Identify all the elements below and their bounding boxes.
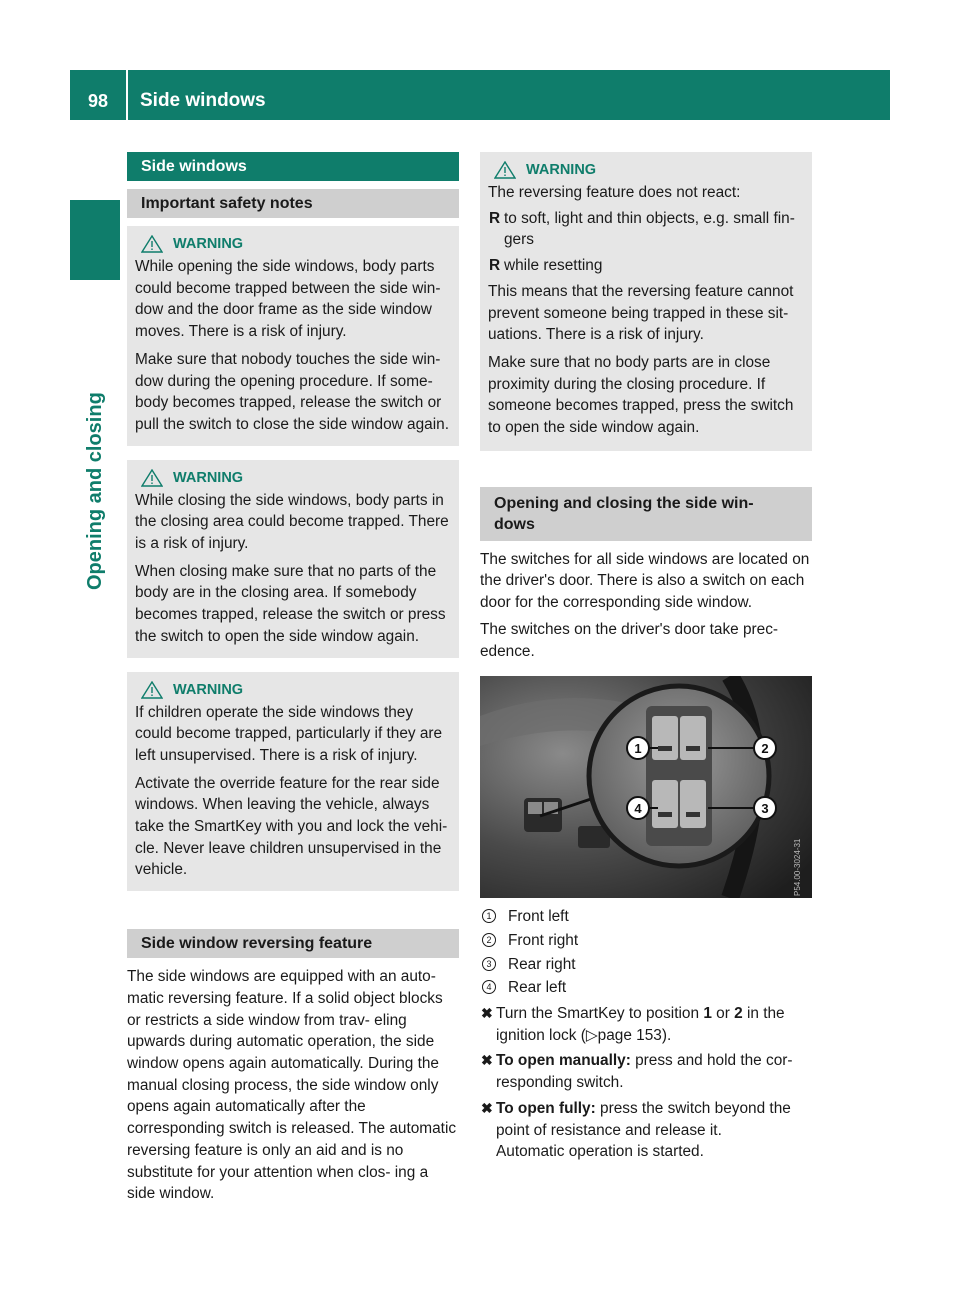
callout-3 xyxy=(754,797,776,819)
warning-label: WARNING xyxy=(526,162,597,178)
reversing-text: The side windows are equipped with an auto- matic reversing feature. If a solid object blocks or restricts a side window from trav- eling upwards during automatic operation, the side window opens again automatically. During the manual closing process, the side window only opens again automatically after the corresponding switch is released. The automatic reversing feature is only an aid and is no substitute for your attention when clos- ing a side window. xyxy=(127,968,457,1203)
svg-text:3: 3 xyxy=(761,801,769,817)
warning-box xyxy=(127,672,459,892)
warning-bullet xyxy=(488,208,804,251)
left-column xyxy=(127,152,459,1205)
key-position: 2 xyxy=(734,1005,743,1023)
warning-intro: The reversing feature does not react: xyxy=(488,184,741,201)
warning-text: Activate the override feature for the rear side windows. When leaving the vehicle, always take the SmartKey with you and lock the vehi- cle. Never leave children unsupervised in the vehicle. xyxy=(135,774,448,879)
right-column xyxy=(480,152,812,1163)
warning-triangle-icon xyxy=(141,681,163,699)
warning-triangle-icon xyxy=(141,235,163,253)
step-text: press the switch beyond the point of resistance and release it. xyxy=(496,1099,791,1139)
callout-1 xyxy=(627,737,649,759)
subsection-heading-safety: Important safety notes xyxy=(127,189,459,218)
key-position: 1 xyxy=(703,1005,712,1023)
legend-text: Rear left xyxy=(508,979,567,997)
page-header xyxy=(70,70,890,120)
step-text: press and hold the cor- responding switch. xyxy=(496,1052,793,1092)
warning-triangle-icon xyxy=(141,469,163,487)
door-switches-illustration xyxy=(480,676,812,898)
step-text: in the ignition lock ( xyxy=(496,1005,785,1044)
warning-text: If children operate the side windows they could become trapped, particularly if they are left unsupervised. There is a risk of injury. xyxy=(135,703,443,764)
warning-label: WARNING xyxy=(173,469,244,486)
subsection-heading-reversing: Side window reversing feature xyxy=(127,929,459,958)
legend-number: 4 xyxy=(482,980,496,994)
warning-header xyxy=(135,468,451,488)
callout-2 xyxy=(754,737,776,759)
section-heading: Side windows xyxy=(127,152,459,181)
chapter-tab-label: Opening and closing xyxy=(84,392,106,590)
legend-text: Rear right xyxy=(508,955,576,973)
warning-box xyxy=(127,226,459,446)
warning-text: While closing the side windows, body parts in the closing area could become trapped. There is a risk of injury. xyxy=(135,491,449,553)
warning-box xyxy=(127,460,459,658)
svg-text:1: 1 xyxy=(634,741,642,757)
page-ref-arrow-icon: ▷ xyxy=(585,1026,598,1044)
warning-triangle-icon xyxy=(494,161,516,179)
body-paragraph: The switches on the driver's door take prec- edence. xyxy=(480,620,779,660)
legend-item xyxy=(480,930,812,952)
legend-number: 2 xyxy=(482,933,496,947)
door-switches-photo xyxy=(480,676,812,898)
instruction-step xyxy=(480,1098,812,1163)
legend-number: 3 xyxy=(482,957,496,971)
step-text: or xyxy=(711,1005,735,1023)
callout-4 xyxy=(627,797,649,819)
warning-header xyxy=(135,680,451,700)
legend-text: Front right xyxy=(508,931,579,949)
step-arrow-icon: ✖ xyxy=(481,1099,493,1116)
bullet-text: while resetting xyxy=(504,257,603,275)
step-arrow-icon: ✖ xyxy=(481,1005,493,1022)
step-result: Automatic operation is started. xyxy=(496,1143,704,1161)
warning-text: This means that the reversing feature cannot prevent someone being trapped in these sit- uations. There is a risk of injury. xyxy=(488,282,794,344)
warning-label: WARNING xyxy=(173,236,244,252)
instruction-step xyxy=(480,1050,812,1093)
page-number: 98 xyxy=(87,91,109,111)
legend-number: 1 xyxy=(482,909,496,923)
figure-code: P54.00-3024-31 xyxy=(793,838,802,897)
warning-text: While opening the side windows, body parts could become trapped between the side win- dow and the door frame as the side window moves. There is a risk of injury. xyxy=(135,258,441,341)
chapter-tab-marker xyxy=(70,200,120,280)
step-label: To open manually: xyxy=(496,1052,631,1070)
legend-item xyxy=(480,977,812,999)
warning-bullet xyxy=(488,255,804,277)
legend-text: Front left xyxy=(508,908,569,926)
step-arrow-icon: ✖ xyxy=(481,1052,493,1069)
step-text: Turn the SmartKey to position xyxy=(496,1005,704,1023)
warning-text: When closing make sure that no parts of the body are in the closing area. If somebody becomes trapped, release the switch or press the switch to open the side window again. xyxy=(135,562,446,645)
bullet-marker: R xyxy=(489,257,501,275)
body-paragraph: The switches for all side windows are located on the driver's door. There is also a switch on each door for the corresponding side window. xyxy=(480,550,810,612)
warning-box xyxy=(480,152,812,451)
svg-text:2: 2 xyxy=(761,741,769,757)
warning-label: WARNING xyxy=(173,681,244,698)
chapter-tab xyxy=(79,300,111,590)
bullet-marker: R xyxy=(489,209,501,227)
svg-text:4: 4 xyxy=(634,801,642,817)
warning-header xyxy=(488,160,804,180)
warning-header xyxy=(135,234,451,254)
page-reference-link[interactable]: page 153). xyxy=(597,1026,672,1044)
instruction-step xyxy=(480,1003,812,1046)
legend-item xyxy=(480,954,812,976)
warning-text: Make sure that no body parts are in close proximity during the closing procedure. If someone becomes trapped, press the switch to open the side window again. xyxy=(488,353,794,437)
bullet-text: to soft, light and thin objects, e.g. small fin- gers xyxy=(504,209,795,249)
page-title: Side windows xyxy=(140,90,266,111)
header-divider xyxy=(126,70,128,120)
warning-text: Make sure that nobody touches the side win- dow during the opening procedure. If some- body becomes trapped, release the switch or pull the switch to close the side window again. xyxy=(135,350,449,433)
step-label: To open fully: xyxy=(496,1099,596,1117)
subsection-heading-opening: Opening and closing the side win- dows xyxy=(480,487,812,541)
legend-item xyxy=(480,906,812,928)
